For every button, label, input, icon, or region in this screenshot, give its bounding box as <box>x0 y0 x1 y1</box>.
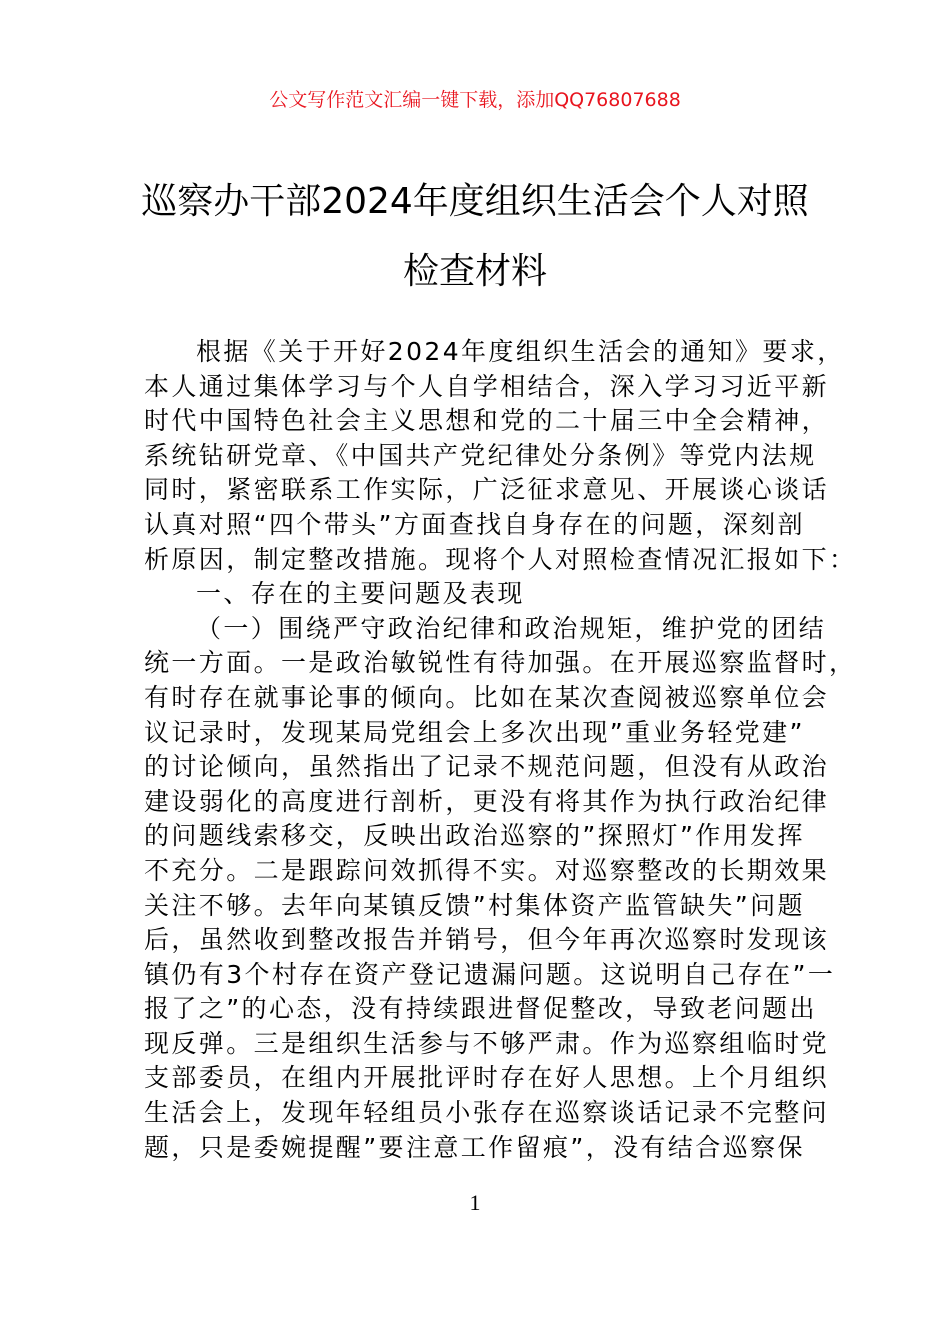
body-line: 生活会上，发现年轻组员小张存在巡察谈话记录不完整问 <box>144 1098 830 1128</box>
page-number: 1 <box>469 1190 481 1215</box>
body-line: 现反弹。三是组织生活参与不够严肃。作为巡察组临时党 <box>144 1028 830 1058</box>
section-heading: 一、存在的主要问题及表现 <box>196 579 525 609</box>
document-body <box>144 335 857 1165</box>
subsection-heading: （一）围绕严守政治纪律和政治规矩，维护党的团结 <box>196 613 827 643</box>
body-line: 的讨论倾向，虽然指出了记录不规范问题，但没有从政治 <box>144 752 830 782</box>
body-line: 本人通过集体学习与个人自学相结合，深入学习习近平新 <box>144 371 830 401</box>
body-line: 根据《关于开好2024年度组织生活会的通知》要求， <box>196 337 845 366</box>
body-line: 时代中国特色社会主义思想和党的二十届三中全会精神， <box>144 406 830 436</box>
body-line: 不充分。二是跟踪问效抓得不实。对巡察整改的长期效果 <box>144 855 830 885</box>
body-line: 支部委员，在组内开展批评时存在好人思想。上个月组织 <box>144 1063 830 1093</box>
body-line: 有时存在就事论事的倾向。比如在某次查阅被巡察单位会 <box>144 682 830 712</box>
header-note: 公文写作范文汇编一键下载，添加QQ76807688 <box>269 89 681 111</box>
body-line: 同时，紧密联系工作实际，广泛征求意见、开展谈心谈话 <box>144 475 830 505</box>
body-line: 题，只是委婉提醒”要注意工作留痕”，没有结合巡察保 <box>144 1132 805 1162</box>
body-line: 关注不够。去年向某镇反馈”村集体资产监管缺失”问题 <box>144 890 805 920</box>
body-line: 报了之”的心态，没有持续跟进督促整改，导致老问题出 <box>144 994 817 1024</box>
body-line: 建设弱化的高度进行剖析，更没有将其作为执行政治纪律 <box>144 786 830 816</box>
body-line: 认真对照“四个带头”方面查找自身存在的问题，深刻剖 <box>144 509 805 539</box>
document-title-line-2: 检查材料 <box>402 251 547 292</box>
document-title-line-1: 巡察办干部2024年度组织生活会个人对照 <box>141 181 809 222</box>
body-line: 后，虽然收到整改报告并销号，但今年再次巡察时发现该 <box>144 925 830 955</box>
body-line: 析原因，制定整改措施。现将个人对照检查情况汇报如下： <box>144 544 857 574</box>
body-line: 统一方面。一是政治敏锐性有待加强。在开展巡察监督时， <box>144 648 857 678</box>
body-line: 系统钻研党章、《中国共产党纪律处分条例》等党内法规 <box>144 440 817 470</box>
body-line: 镇仍有3个村存在资产登记遗漏问题。这说明自己存在”一 <box>144 959 836 989</box>
body-line: 的问题线索移交，反映出政治巡察的”探照灯”作用发挥 <box>144 821 805 851</box>
body-line: 议记录时，发现某局党组会上多次出现”重业务轻党建” <box>144 717 805 747</box>
